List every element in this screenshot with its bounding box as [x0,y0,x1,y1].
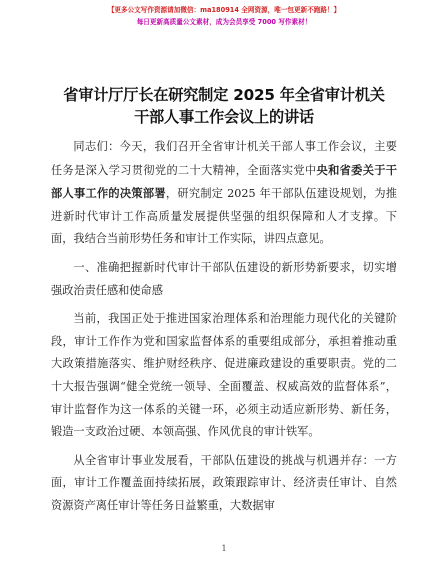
document-title [40,84,408,128]
paragraph-opening-bold-phrase: 央和省委关于干部人事工作的决策部署 [51,162,397,201]
paragraph-opening-text-a: 同志们：今天，我们召开全省审计机关干部人事工作会议，主要任务是深入学习贯彻党的二十大精神，全面落实党中 [51,140,397,177]
document-title-line-2: 干部人事工作会议上的讲话 [134,108,314,126]
promo-banner [0,4,448,28]
section-heading-1: 一、准确把握新时代审计干部队伍建设的新形势新要求，切实增强政治责任感和使命感 [51,260,397,297]
promo-banner-line-1: 【更多公文写作资源请加微信：ma180914 全网资源，唯一包更新不跑路！】 [107,6,341,14]
promo-banner-line-2: 每日更新高质量公文素材，成为会员享受 7000 写作素材！ [136,18,312,26]
paragraph-context: 当前，我国正处于推进国家治理体系和治理能力现代化的关键阶段，审计工作作为党和国家监督体系的重要组成部分，承担着推动重大政策措施落实、维护财经秩序、促进廉政建设的重要职责。党的二十大报告强调“健全党统一领导、全面覆盖、权威高效的监督体系”，审计监督作为这一体系的关键一环，必须主动适应新形势、新任务，锻造一支政治过硬、本领高强、作风优良的审计铁军。 [51,312,397,439]
paragraph-opening [51,136,397,251]
document-body [51,136,397,518]
paragraph-challenges: 从全省审计事业发展看，干部队伍建设的挑战与机遇并存：一方面，审计工作覆盖面持续拓展，政策跟踪审计、经济责任审计、自然资源资产离任审计等任务日益繁重，大数据审 [51,453,397,512]
document-title-line-1: 省审计厅厅长在研究制定 2025 年全省审计机关 [63,86,385,104]
paragraph-opening-text-b: ，研究制定 2025 年干部队伍建设规划，为推进新时代审计工作高质量发展提供坚强的组织保障和人才支撑。下面，我结合当前形势任务和审计工作实际，讲四点意见。 [51,187,397,246]
page-number: 1 [221,544,227,553]
